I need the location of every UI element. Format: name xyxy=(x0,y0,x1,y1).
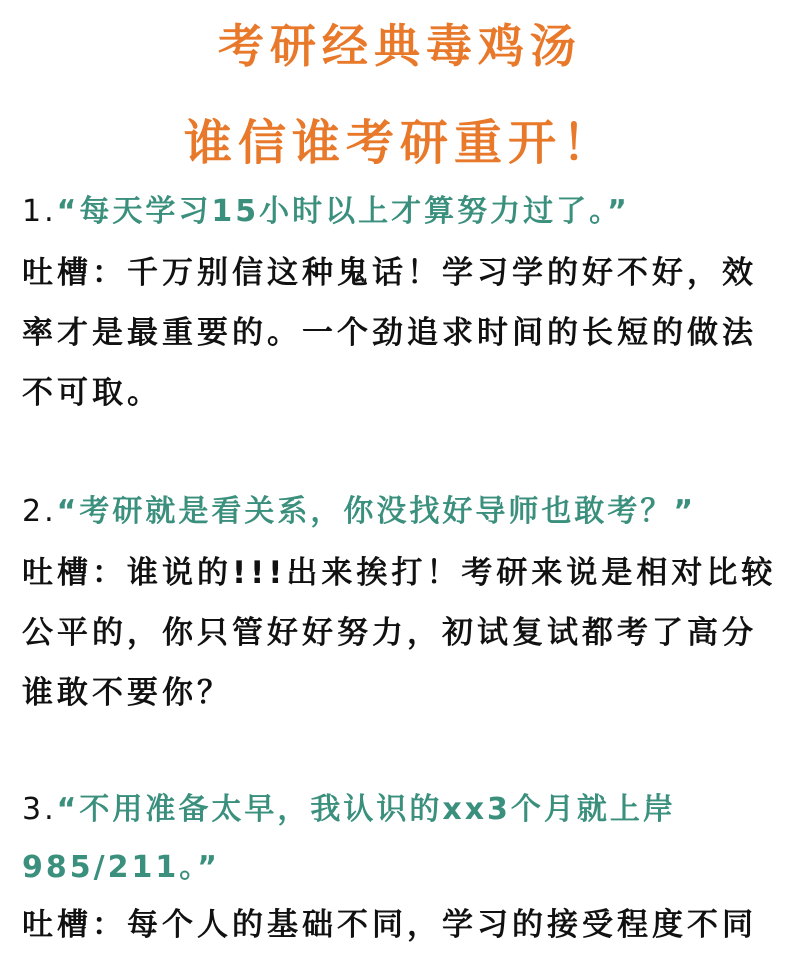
item-number: 3. xyxy=(22,792,57,827)
page-title: 考研经典毒鸡汤 xyxy=(218,19,582,73)
quote-text: “考研就是看关系，你没找好导师也敢考？” xyxy=(56,494,697,529)
comment-text: 千万别信这种鬼话！学习学的好不好，效率才是最重要的。一个劲追求时间的长短的做法不可取。 xyxy=(22,255,757,411)
comment-paragraph xyxy=(22,895,782,955)
quote-line xyxy=(22,193,792,231)
comment-paragraph xyxy=(22,543,782,723)
comment-text: 谁说的!!!出来挨打！考研来说是相对比较公平的，你只管好好努力，初试复试都考了高分谁敢不要你？ xyxy=(22,555,777,711)
quote-line xyxy=(22,493,792,531)
comment-tag: 吐槽： xyxy=(22,907,127,943)
quote-text: “不用准备太早，我认识的xx3个月就上岸985/211。” xyxy=(22,792,676,885)
list-item xyxy=(22,791,792,955)
item-number: 1. xyxy=(22,194,57,229)
list-item xyxy=(22,193,792,423)
list-item xyxy=(22,493,792,723)
comment-tag: 吐槽： xyxy=(22,255,127,291)
quote-text: “每天学习15小时以上才算努力过了。” xyxy=(56,194,630,229)
item-number: 2. xyxy=(22,494,57,529)
quote-line xyxy=(22,781,782,897)
comment-tag: 吐槽： xyxy=(22,555,127,591)
comment-text: 每个人的基础不同，学习的接受程度不同 xyxy=(127,907,757,943)
comment-paragraph xyxy=(22,243,782,423)
page-subtitle: 谁信谁考研重开！ xyxy=(183,115,616,171)
